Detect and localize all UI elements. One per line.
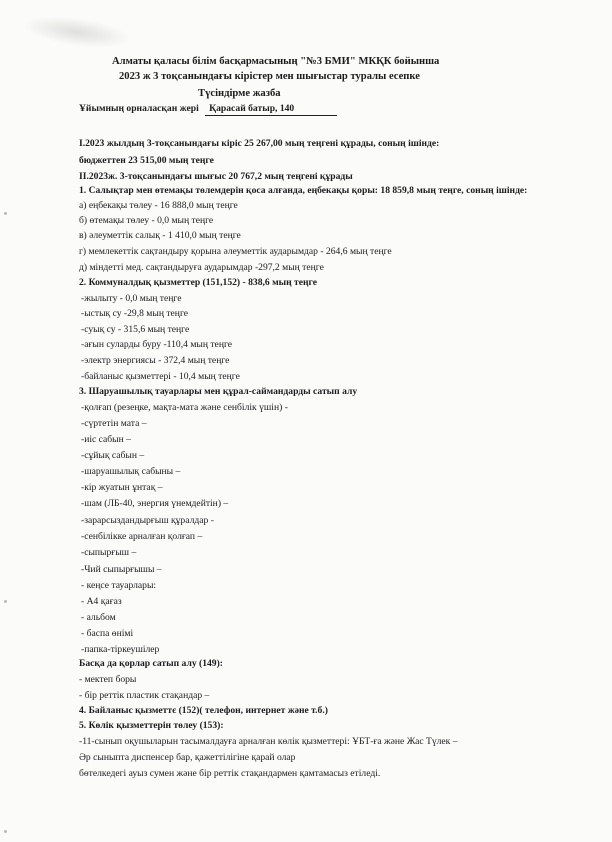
s5-item-3: бөтелкедегі ауыз сумен және бір реттік стақандармен қамтамасыз етіледі. (79, 768, 381, 779)
s3-item-11: -Чий сыпырғышы – (81, 564, 162, 575)
s2-item-2: -ыстық су -29,8 мың теңге (81, 308, 189, 319)
budget-line: бюджеттен 23 515,00 мың теңге (79, 155, 214, 166)
s3-item-13: - А4 қағаз (81, 596, 122, 607)
s3-item-8: -зарарсыздандырғыш құралдар - (81, 515, 214, 526)
other-item-1: - мектеп боры (79, 674, 137, 685)
s2-item-1: -жылыту - 0,0 мың теңге (81, 293, 182, 304)
location-row (79, 103, 337, 116)
location-value: Қарасай батыр, 140 (205, 103, 337, 116)
other-item-2: - бір реттік пластик стақандар – (79, 690, 210, 701)
s5-item-1: -11-сынып оқушыларын тасымалдауға арналған көлік қызметтері: ҰБТ-ға және Жас Түлек – (79, 736, 458, 747)
s2-item-5: -электр энергиясы - 372,4 мың теңге (81, 355, 230, 366)
section-3-title: 3. Шаруашылық тауарлары мен құрал-саймандарды сатып алу (79, 386, 358, 397)
s3-item-3: -иіс сабын – (81, 434, 131, 445)
s1-item-a: а) еңбекақы төлеу - 16 888,0 мың теңге (79, 200, 238, 211)
income-line: I.2023 жылдың 3-тоқсанындағы кіріс 25 267,00 мың теңгені құрады, соның ішінде: (79, 138, 440, 149)
s3-item-2: -сүртетін мата – (81, 418, 147, 429)
doc-title-line-1: Алматы қаласы білім басқармасының "№3 БМИ" МКҚК бойынша (112, 56, 440, 67)
other-supplies-title: Басқа да қорлар сатып алу (149): (79, 658, 223, 669)
doc-subtitle: Түсіндірме жазба (198, 88, 281, 99)
s3-item-16: -папка-тіркеушілер (81, 644, 160, 655)
doc-title-line-2: 2023 ж 3 тоқсанындағы кірістер мен шығыстар туралы есепке (119, 71, 420, 82)
scan-speck (4, 830, 7, 833)
s2-item-4: -ағын суларды буру -110,4 мың теңге (81, 339, 233, 350)
s3-item-14: - альбом (81, 612, 116, 623)
s5-item-2: Әр сыныпта диспенсер бар, қажеттілігіне қарай олар (79, 752, 296, 763)
section-1-title: 1. Салықтар мен өтемақы төлемдерін қоса алғанда, еңбекақы қоры: 18 859,8 мың теңге, соның ішінде: (79, 185, 528, 196)
s3-item-1: -қолғап (резеңке, мақта-мата және сенбілік үшін) - (81, 402, 288, 413)
s3-item-15: - баспа өнімі (81, 628, 134, 639)
s2-item-6: -байланыс қызметтері - 10,4 мың теңге (81, 371, 240, 382)
section-4-title: 4. Байланыс қызметтє (152)( телефон, интернет және т.б.) (79, 705, 328, 716)
section-2-title: 2. Коммуналдық қызметтер (151,152) - 838,6 мың теңге (79, 277, 318, 288)
location-label: Ұйымның орналасқан жері (79, 103, 199, 114)
s3-item-6: -кір жуатын ұнтақ – (81, 482, 163, 493)
s1-item-c: в) әлеуметтік салық - 1 410,0 мың теңге (79, 230, 241, 241)
s3-item-4: -сұйық сабын – (81, 450, 145, 461)
s3-item-5: -шаруашылық сабыны – (81, 466, 181, 477)
s3-item-10: -сыпырғыш – (81, 547, 137, 558)
s1-item-b: б) өтемақы төлеу - 0,0 мың теңге (79, 215, 214, 226)
section-5-title: 5. Көлік қызметтерін төлеу (153): (79, 720, 224, 731)
scan-smudge (21, 10, 134, 53)
scan-speck (4, 600, 7, 603)
s3-item-9: -сенбілікке арналған қолғап – (81, 531, 203, 542)
scan-speck (4, 212, 7, 215)
s2-item-3: -суық су - 315,6 мың теңге (81, 324, 190, 335)
s3-item-12: - кеңсе тауарлары: (81, 580, 157, 591)
s3-item-7: -шам (ЛБ-40, энергия үнемдейтін) – (81, 498, 229, 509)
expense-line: II.2023ж. 3-тоқсанындағы шығыс 20 767,2 мың теңгені құрады (79, 171, 353, 182)
s1-item-e: д) міндетті мед. сақтандыруға аударымдар -297,2 мың теңге (79, 262, 324, 273)
s1-item-d: г) мемлекеттік сақтандыру қорына әлеуметтік аударымдар - 264,6 мың теңге (79, 246, 392, 257)
